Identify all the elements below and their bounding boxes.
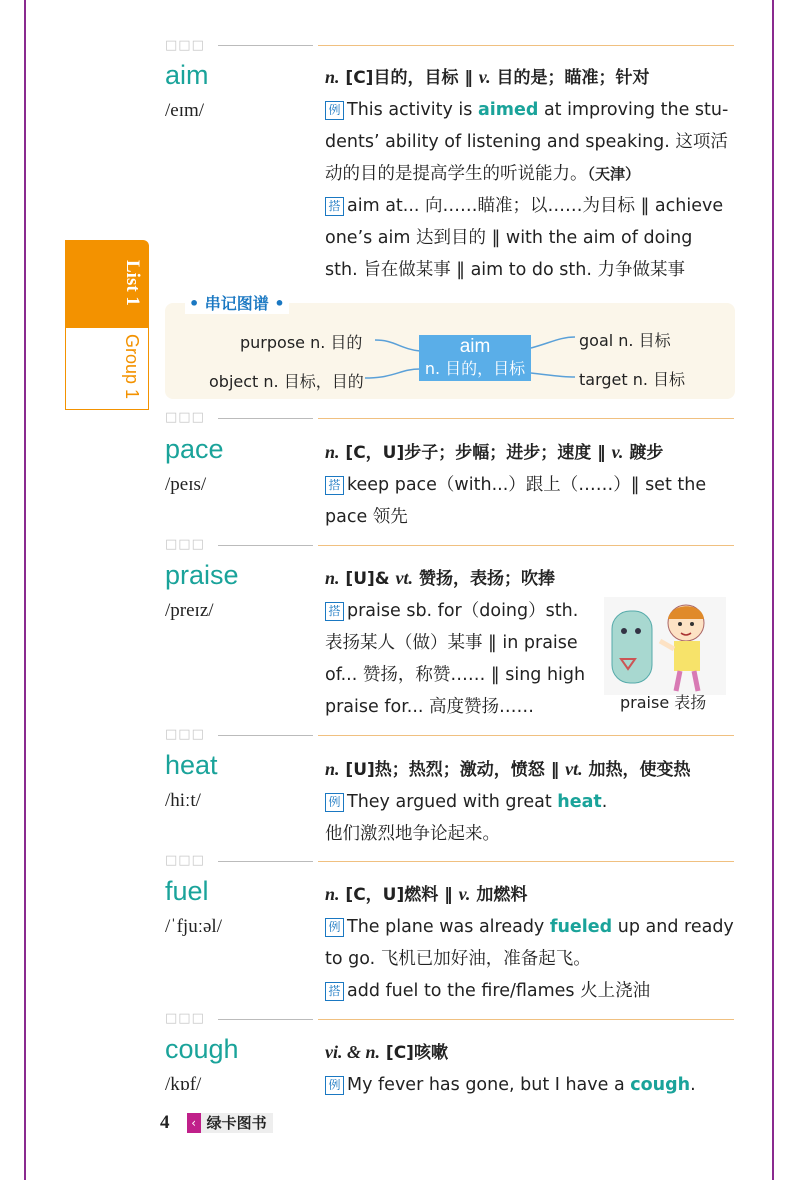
map-node: goal n. 目标 xyxy=(579,331,671,350)
headword: pace xyxy=(165,434,224,464)
definition-block xyxy=(325,61,737,286)
collocation-text: of... 赞扬，称赞…… ‖ sing high xyxy=(325,665,586,685)
example-text: 动的目的是提高学生的听说能力。 xyxy=(325,164,588,184)
group-tab xyxy=(65,328,149,410)
example-text: The plane was already xyxy=(347,917,550,937)
definition-text: [C]咳嗽 xyxy=(380,1043,448,1063)
definition-text: 加燃料 xyxy=(470,885,528,905)
example-icon: 例 xyxy=(325,1076,344,1095)
checkbox-squares: □□□ xyxy=(165,727,205,742)
definition-block xyxy=(325,436,737,533)
collocation-text: praise for... 高度赞扬…… xyxy=(325,697,535,717)
example-icon: 例 xyxy=(325,101,344,120)
pos-label: vt. xyxy=(395,568,414,588)
collocation-icon: 搭 xyxy=(325,197,344,216)
pos-label: vi. & n. xyxy=(325,1042,381,1062)
collocation-text: keep pace（with...）跟上（……）‖ set the xyxy=(347,475,707,495)
praise-illustration xyxy=(604,597,726,695)
divider xyxy=(318,45,734,46)
pos-label: n. xyxy=(325,884,340,904)
headword: aim xyxy=(165,60,209,90)
example-text: . xyxy=(690,1075,696,1095)
definition-block xyxy=(325,1036,737,1101)
list-label: List 1 xyxy=(122,260,143,306)
example-text: 他们激烈地争论起来。 xyxy=(325,824,500,844)
divider xyxy=(218,861,313,862)
phonetic: /peɪs/ xyxy=(165,474,207,495)
example-icon: 例 xyxy=(325,793,344,812)
collocation-icon: 搭 xyxy=(325,982,344,1001)
divider xyxy=(218,735,313,736)
cartoon-image xyxy=(604,597,726,695)
example-text: They argued with great xyxy=(347,792,558,812)
group-label: Group 1 xyxy=(122,334,142,400)
brand-label: 绿卡图书 xyxy=(201,1113,273,1133)
definition-block xyxy=(325,753,737,850)
pos-label: v. xyxy=(458,884,471,904)
phonetic: /eɪm/ xyxy=(165,100,205,121)
map-node: object n. 目标，目的 xyxy=(209,372,364,391)
pos-label: vt. xyxy=(565,759,583,779)
pos-label: n. xyxy=(325,759,340,779)
divider xyxy=(318,418,734,419)
checkbox-squares: □□□ xyxy=(165,853,205,868)
definition-block xyxy=(325,878,737,1007)
pos-label: v. xyxy=(478,67,491,87)
phonetic: /ˈfjuːəl/ xyxy=(165,916,222,937)
divider xyxy=(218,418,313,419)
divider xyxy=(218,1019,313,1020)
collocation-text: one’s aim 达到目的 ‖ with the aim of doing xyxy=(325,228,693,248)
example-text: at improving the stu- xyxy=(538,100,729,120)
collocation-icon: 搭 xyxy=(325,602,344,621)
definition-text: [U]热；热烈；激动，愤怒 ‖ xyxy=(339,760,566,780)
checkbox-squares: □□□ xyxy=(165,38,205,53)
map-node: target n. 目标 xyxy=(579,370,686,389)
definition-text: [U]& xyxy=(339,569,396,589)
definition-text: 加热，使变热 xyxy=(582,760,691,780)
divider xyxy=(318,545,734,546)
collocation-text: add fuel to the fire/flames 火上浇油 xyxy=(347,981,651,1001)
center-word: aim xyxy=(459,336,491,357)
example-text: This activity is xyxy=(347,100,478,120)
list-tab xyxy=(65,240,149,328)
definition-text: 目的是；瞄准；针对 xyxy=(490,68,650,88)
highlight-word: fueled xyxy=(549,917,613,937)
definition-text: 赞扬，表扬；吹捧 xyxy=(413,569,555,589)
definition-text: 踱步 xyxy=(623,443,664,463)
highlight-word: aimed xyxy=(477,100,539,120)
brand-icon: ‹ xyxy=(187,1113,201,1133)
definition-text: [C]目的，目标 ‖ xyxy=(339,68,479,88)
example-text: dents’ ability of listening and speaking. 这项活 xyxy=(325,132,728,152)
divider xyxy=(318,861,734,862)
phonetic: /hiːt/ xyxy=(165,790,201,811)
checkbox-squares: □□□ xyxy=(165,410,205,425)
divider xyxy=(218,45,313,46)
checkbox-squares: □□□ xyxy=(165,537,205,552)
phonetic: /preɪz/ xyxy=(165,600,214,621)
headword: fuel xyxy=(165,876,209,906)
divider xyxy=(218,545,313,546)
collocation-text: 表扬某人（做）某事 ‖ in praise xyxy=(325,633,578,653)
headword: cough xyxy=(165,1034,239,1064)
word-map xyxy=(165,294,735,399)
example-icon: 例 xyxy=(325,918,344,937)
highlight-word: cough xyxy=(630,1075,691,1095)
pos-label: n. xyxy=(325,67,340,87)
highlight-word: heat xyxy=(557,792,602,812)
source-label: （天津） xyxy=(587,165,641,183)
collocation-text: aim at... 向……瞄准；以……为目标 ‖ achieve xyxy=(347,196,724,216)
collocation-text: praise sb. for（doing）sth. xyxy=(347,601,579,621)
map-title: • 串记图谱 • xyxy=(185,291,289,314)
divider xyxy=(318,735,734,736)
left-border xyxy=(24,0,26,1180)
pos-label: v. xyxy=(611,442,624,462)
headword: praise xyxy=(165,560,239,590)
collocation-text: pace 领先 xyxy=(325,507,408,527)
headword: heat xyxy=(165,750,218,780)
center-def: n. 目的，目标 xyxy=(424,359,526,378)
collocation-text: sth. 旨在做某事 ‖ aim to do sth. 力争做某事 xyxy=(325,260,685,280)
example-text: to go. 飞机已加好油，准备起飞。 xyxy=(325,949,591,969)
phonetic: /kɒf/ xyxy=(165,1074,202,1095)
definition-text: [C，U]步子；步幅；进步；速度 ‖ xyxy=(339,443,612,463)
map-center-node xyxy=(419,335,531,381)
image-caption: praise 表扬 xyxy=(620,693,707,712)
right-border xyxy=(772,0,774,1180)
pos-label: n. xyxy=(325,442,340,462)
checkbox-squares: □□□ xyxy=(165,1011,205,1026)
map-node: purpose n. 目的 xyxy=(240,333,363,352)
collocation-icon: 搭 xyxy=(325,476,344,495)
page-number: 4 xyxy=(160,1112,170,1133)
pos-label: n. xyxy=(325,568,340,588)
example-text: My fever has gone, but I have a xyxy=(347,1075,631,1095)
page-footer xyxy=(160,1112,273,1134)
example-text: . xyxy=(601,792,608,812)
definition-text: [C，U]燃料 ‖ xyxy=(339,885,459,905)
example-text: up and ready xyxy=(612,917,734,937)
divider xyxy=(318,1019,734,1020)
